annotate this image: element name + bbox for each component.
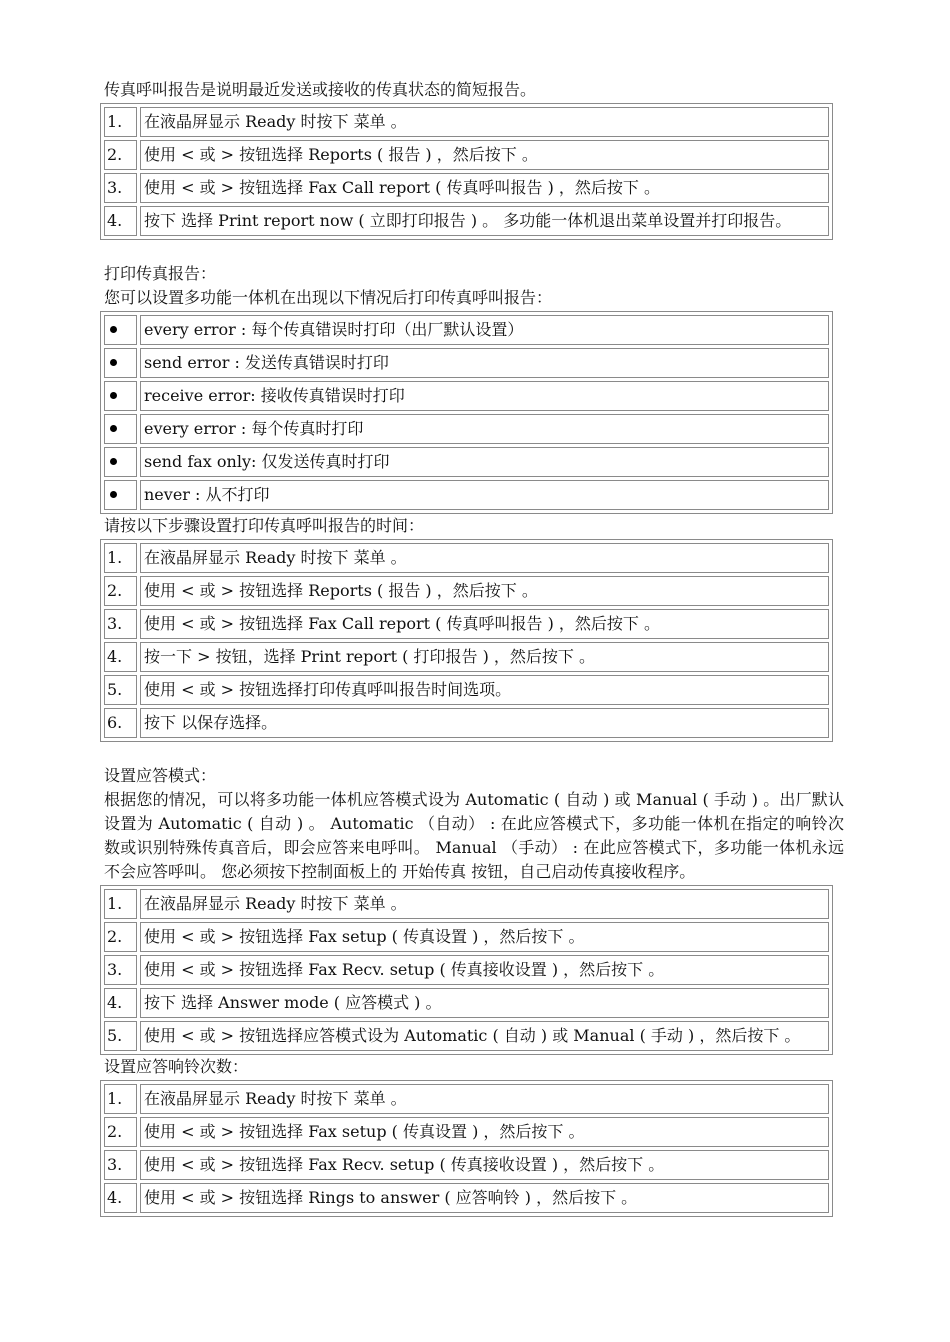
step-text: 按下 选择 Answer mode ( 应答模式 ) 。 [140,988,829,1018]
step-number: 3. [104,609,137,639]
step-text: 按下 选择 Print report now ( 立即打印报告 ) 。 多功能一体机退出菜单设置并打印报告。 [140,206,829,236]
table-row [104,543,829,573]
table-row [104,140,829,170]
table-row [104,1021,829,1051]
bullet-cell [104,381,137,411]
step-number: 6. [104,708,137,738]
step-number: 4. [104,1183,137,1213]
table-row [104,206,829,236]
step-text: 按一下 > 按钮，选择 Print report ( 打印报告 ) ，然后按下 。 [140,642,829,672]
bullet-cell [104,315,137,345]
table-row [104,609,829,639]
bullet-cell [104,480,137,510]
table-row [104,447,829,477]
table-row [104,576,829,606]
table-row [104,381,829,411]
option-text: never : 从不打印 [140,480,829,510]
table-row [104,107,829,137]
table-row [104,1150,829,1180]
bullet-icon [110,326,117,333]
table-row [104,1183,829,1213]
table-row [104,708,829,738]
bullet-cell [104,414,137,444]
rings-heading: 设置应答响铃次数： [104,1057,249,1076]
answer-mode-heading: 设置应答模式： [104,766,217,785]
print-report-intro: 您可以设置多功能一体机在出现以下情况后打印传真呼叫报告： [104,288,553,307]
table-row [104,1084,829,1114]
step-text: 使用 < 或 > 按钮选择 Fax setup ( 传真设置 ) ，然后按下 。 [140,1117,829,1147]
bullet-cell [104,447,137,477]
bullet-icon [110,359,117,366]
step-text: 使用 < 或 > 按钮选择应答模式设为 Automatic ( 自动 ) 或 Manual ( 手动 ) ，然后按下 。 [140,1021,829,1051]
step-text: 在液晶屏显示 Ready 时按下 菜单 。 [140,107,829,137]
bullet-cell [104,348,137,378]
step-number: 3. [104,955,137,985]
step-number: 2. [104,922,137,952]
step-number: 2. [104,1117,137,1147]
step-text: 使用 < 或 > 按钮选择 Fax Recv. setup ( 传真接收设置 ) ，然后按下 。 [140,955,829,985]
step-number: 2. [104,576,137,606]
print-report-heading: 打印传真报告： [104,264,217,283]
option-text: every error : 每个传真时打印 [140,414,829,444]
table-row [104,922,829,952]
step-number: 5. [104,1021,137,1051]
table-row [104,315,829,345]
print-report-steps-intro: 请按以下步骤设置打印传真呼叫报告的时间： [104,516,425,535]
step-number: 4. [104,206,137,236]
step-text: 使用 < 或 > 按钮选择 Fax Call report ( 传真呼叫报告 ) ，然后按下 。 [140,173,829,203]
fax-report-steps-table [100,103,833,240]
option-text: send error : 发送传真错误时打印 [140,348,829,378]
step-text: 使用 < 或 > 按钮选择 Reports ( 报告 ) ，然后按下 。 [140,576,829,606]
table-row [104,955,829,985]
step-text: 使用 < 或 > 按钮选择 Fax Recv. setup ( 传真接收设置 ) ，然后按下 。 [140,1150,829,1180]
step-number: 5. [104,675,137,705]
table-row [104,1117,829,1147]
table-row [104,675,829,705]
table-row [104,414,829,444]
option-text: send fax only: 仅发送传真时打印 [140,447,829,477]
step-text: 在液晶屏显示 Ready 时按下 菜单 。 [140,543,829,573]
step-text: 使用 < 或 > 按钮选择 Rings to answer ( 应答响铃 ) ，然后按下 。 [140,1183,829,1213]
step-number: 4. [104,642,137,672]
step-text: 在液晶屏显示 Ready 时按下 菜单 。 [140,889,829,919]
step-number: 3. [104,173,137,203]
table-row [104,889,829,919]
bullet-icon [110,491,117,498]
step-text: 使用 < 或 > 按钮选择打印传真呼叫报告时间选项。 [140,675,829,705]
print-report-options-table [100,311,833,514]
step-text: 在液晶屏显示 Ready 时按下 菜单 。 [140,1084,829,1114]
step-number: 4. [104,988,137,1018]
step-number: 1. [104,1084,137,1114]
table-row [104,348,829,378]
step-text: 使用 < 或 > 按钮选择 Fax setup ( 传真设置 ) ，然后按下 。 [140,922,829,952]
table-row [104,480,829,510]
step-text: 按下 以保存选择。 [140,708,829,738]
step-text: 使用 < 或 > 按钮选择 Reports ( 报告 ) ，然后按下 。 [140,140,829,170]
answer-mode-steps-table [100,885,833,1055]
step-text: 使用 < 或 > 按钮选择 Fax Call report ( 传真呼叫报告 ) ，然后按下 。 [140,609,829,639]
fax-report-intro: 传真呼叫报告是说明最近发送或接收的传真状态的简短报告。 [104,80,537,99]
option-text: every error : 每个传真错误时打印（出厂默认设置） [140,315,829,345]
rings-steps-table [100,1080,833,1217]
table-row [104,988,829,1018]
table-row [104,173,829,203]
step-number: 1. [104,543,137,573]
table-row [104,642,829,672]
step-number: 1. [104,889,137,919]
print-report-steps-table [100,539,833,742]
step-number: 1. [104,107,137,137]
option-text: receive error: 接收传真错误时打印 [140,381,829,411]
bullet-icon [110,458,117,465]
step-number: 2. [104,140,137,170]
bullet-icon [110,425,117,432]
answer-mode-body: 根据您的情况，可以将多功能一体机应答模式设为 Automatic ( 自动 ) 或 Manual ( 手动 ) 。出厂默认设置为 Automatic ( 自动 ) 。 Automatic （自动） : 在此应答模式下，多功能一体机在指定的响铃次数或识别特殊传真音后，即会应答来电呼叫。 Manual （手动） : 在此应答模式下，多功能一体机永远不会应答呼叫。 您必须按下控制面板上的 开始传真 按钮，自己启动传真接收程序。 [104,790,844,881]
document-page [104,78,844,1217]
step-number: 3. [104,1150,137,1180]
bullet-icon [110,392,117,399]
